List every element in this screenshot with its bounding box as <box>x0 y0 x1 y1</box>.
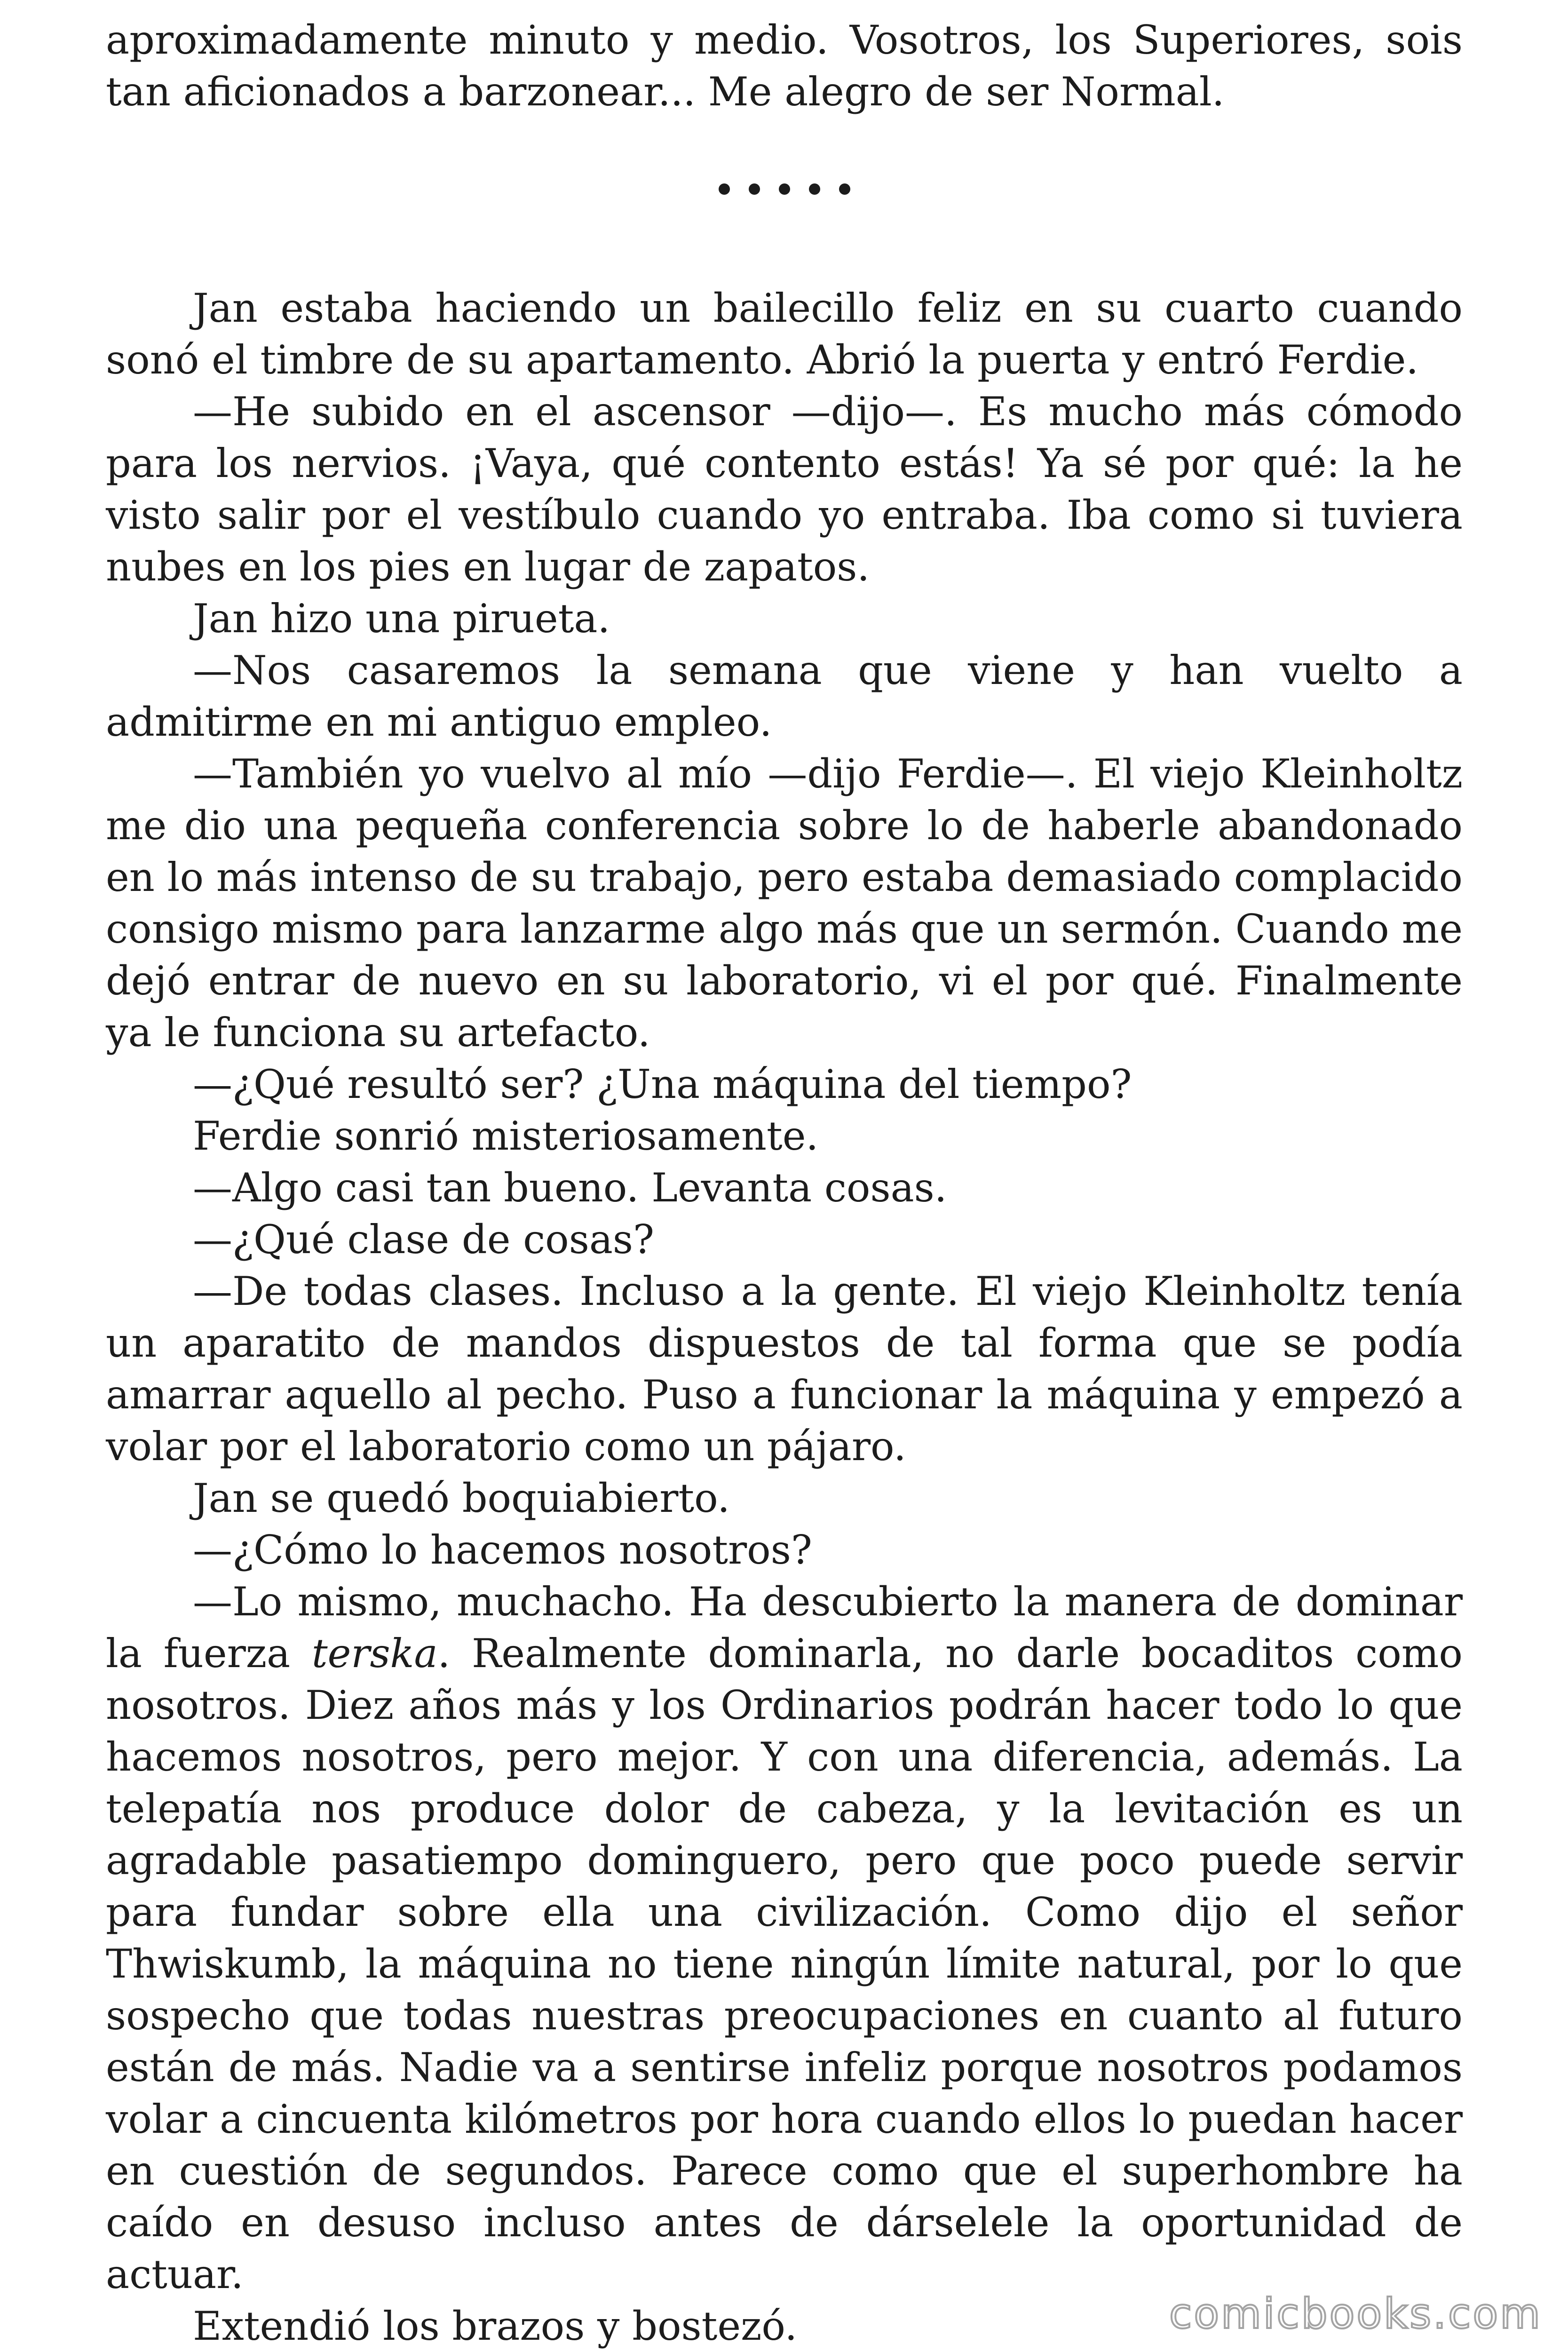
paragraph: Jan estaba haciendo un bailecillo feliz en su cuarto cuando sonó el timbre de su apartamento. Abrió la puerta y entró Ferdie. <box>106 285 1463 383</box>
paragraph: —He subido en el ascensor —dijo—. Es mucho más cómodo para los nervios. ¡Vaya, qué contento estás! Ya sé por qué: la he visto salir por el vestíbulo cuando yo entraba. Iba como si tuviera nubes en los pies en lugar de zapatos. <box>106 389 1463 590</box>
paragraph: Ferdie sonrió misteriosamente. <box>193 1113 819 1159</box>
separator-dot <box>779 183 790 195</box>
paragraph: Jan se quedó boquiabierto. <box>193 1475 730 1521</box>
italic-word: terska <box>311 1630 438 1677</box>
separator-dot <box>719 183 730 195</box>
paragraph: Jan hizo una pirueta. <box>193 596 610 642</box>
section-separator <box>106 158 1463 214</box>
paragraph: —De todas clases. Incluso a la gente. El viejo Kleinholtz tenía un aparatito de mandos dispuestos de tal forma que se podía amarrar aquello al pecho. Puso a funcionar la máquina y empezó a volar por el laboratorio como un pájaro. <box>106 1268 1463 1470</box>
book-page <box>106 14 1463 2352</box>
paragraph: —Algo casi tan bueno. Levanta cosas. <box>193 1165 947 1211</box>
paragraph-continuation: aproximadamente minuto y medio. Vosotros, los Superiores, sois tan aficionados a barzonear... Me alegro de ser Normal. <box>106 17 1463 115</box>
paragraph: —¿Cómo lo hacemos nosotros? <box>193 1527 812 1573</box>
watermark-logo: comicbooks.com <box>1169 2289 1542 2338</box>
paragraph: —También yo vuelvo al mío —dijo Ferdie—. El viejo Kleinholtz me dio una pequeña conferencia sobre lo de haberle abandonado en lo más intenso de su trabajo, pero estaba demasiado complacido consigo mismo para lanzarme algo más que un sermón. Cuando me dejó entrar de nuevo en su laboratorio, vi el por qué. Finalmente ya le funciona su artefacto. <box>106 751 1463 1056</box>
separator-dot <box>809 183 820 195</box>
separator-dot <box>839 183 850 195</box>
paragraph: —¿Qué resultó ser? ¿Una máquina del tiempo? <box>193 1061 1132 1107</box>
separator-dot <box>749 183 760 195</box>
paragraph: —Nos casaremos la semana que viene y han vuelto a admitirme en mi antiguo empleo. <box>106 647 1463 745</box>
text-run: —Lo mismo, muchacho. Ha descubierto la manera de dominar la fuerza <box>106 1579 1463 1677</box>
text-run: . Realmente dominarla, no darle bocaditos como nosotros. Diez años más y los Ordinarios podrán hacer todo lo que hacemos nosotros, pero mejor. Y con una diferencia, además. La telepatía nos produce dolor de cabeza, y la levitación es un agradable pasatiempo dominguero, pero que poco puede servir para fundar sobre ella una civilización. Como dijo el señor Thwiskumb, la máquina no tiene ningún límite natural, por lo que sospecho que todas nuestras preocupaciones en cuanto al futuro están de más. Nadie va a sentirse infeliz porque nosotros podamos volar a cincuenta kilómetros por hora cuando ellos lo puedan hacer en cuestión de segundos. Parece como que el superhombre ha caído en desuso incluso antes de dárselele la oportunidad de actuar. <box>106 1630 1463 2297</box>
paragraph: —¿Qué clase de cosas? <box>193 1216 655 1263</box>
paragraph-last: Extendió los brazos y bostezó. <box>193 2303 798 2349</box>
paragraph-long <box>106 1576 1463 2300</box>
